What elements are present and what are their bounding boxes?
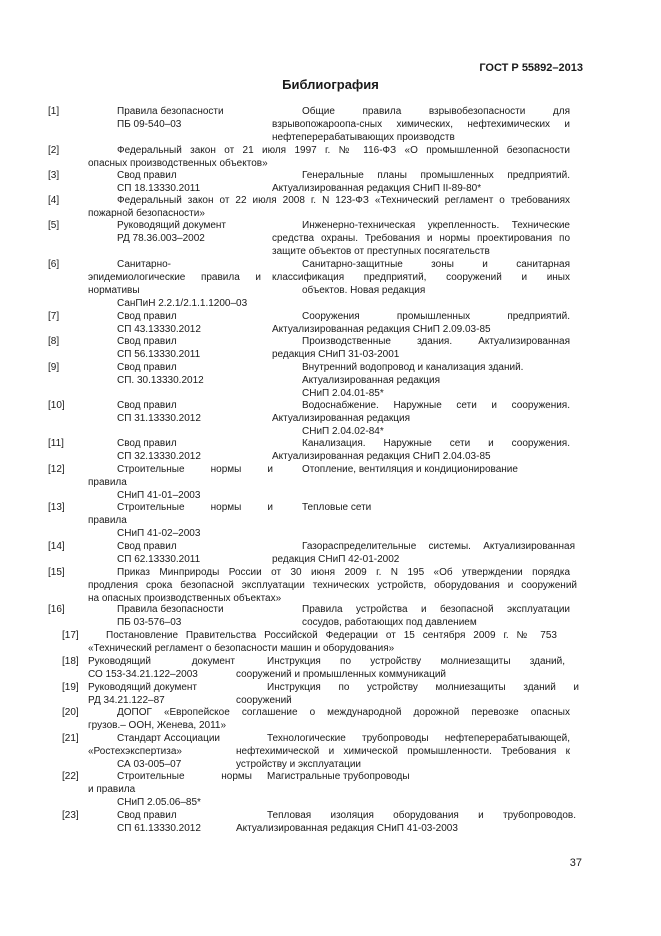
- entry-designation-line: Руководящий документ: [117, 220, 226, 231]
- entry-designation-line: Свод правил: [117, 336, 177, 347]
- entry-designation-line: Руководящий документ: [88, 682, 197, 693]
- entry-description-line: взрывопожароопа-сных химических, нефтехимических и: [272, 119, 570, 130]
- entry-designation-line: СП 62.13330.2011: [117, 554, 201, 565]
- entry-number: [18]: [62, 656, 79, 667]
- entry-number: [11]: [48, 438, 64, 449]
- entry-number: [21]: [62, 733, 79, 744]
- entry-text-line: Приказ Минприроды России от 30 июня 2009 г. N 195 «Об утверждении порядка: [117, 567, 570, 578]
- entry-number: [3]: [48, 170, 60, 181]
- entry-description-line: Актуализированная редакция: [302, 375, 440, 386]
- entry-designation-line: Свод правил: [117, 810, 177, 821]
- entry-number: [20]: [62, 707, 79, 718]
- entry-description-line: СНиП 2.04.01-85*: [302, 388, 384, 399]
- entry-designation-line: Строительные нормы и: [117, 464, 273, 475]
- entry-text-line: на опасных производственных объектах»: [88, 593, 282, 604]
- entry-number: [14]: [48, 541, 65, 552]
- entry-text-line: продления срока безопасной эксплуатации технических устройств, оборудования и сооружений: [88, 580, 577, 591]
- entry-designation-line: СП 18.13330.2011: [117, 183, 201, 194]
- entry-designation-line: Свод правил: [117, 541, 177, 552]
- entry-number: [5]: [48, 220, 60, 231]
- entry-number: [6]: [48, 259, 60, 270]
- entry-number: [13]: [48, 502, 65, 513]
- entry-designation-line: Строительные нормы: [117, 771, 252, 782]
- entry-description-line: средства охраны. Требования и нормы проектирования по: [272, 233, 570, 244]
- entry-description-line: Актуализированная редакция СНиП 2.04.03-85: [272, 451, 491, 462]
- entry-designation-line: СНиП 2.05.06–85*: [117, 797, 201, 808]
- entry-description-line: Правила устройства и безопасной эксплуатации: [302, 604, 570, 615]
- entry-designation-line: Правила безопасности: [117, 604, 224, 615]
- entry-number: [2]: [48, 145, 60, 156]
- entry-description-line: нефтехимической и химической промышленности. Требования к: [236, 746, 570, 757]
- entry-designation-line: СП 61.13330.2012: [117, 823, 201, 834]
- entry-text-line: опасных производственных объектов»: [88, 158, 268, 169]
- entry-text-line: ДОПОГ «Европейское соглашение о международной дорожной перевозке опасных: [117, 707, 570, 718]
- entry-designation-line: ПБ 03-576–03: [117, 617, 182, 628]
- entry-designation-line: Свод правил: [117, 170, 177, 181]
- entry-text-line: Федеральный закон от 21 июля 1997 г. № 116-ФЗ «О промышленной безопасности: [117, 145, 570, 156]
- entry-text-line: пожарной безопасности»: [88, 208, 205, 219]
- entry-description-line: сооружений: [236, 695, 292, 706]
- entry-text-line: «Технический регламент о безопасности машин и оборудования»: [88, 643, 395, 654]
- entry-designation-line: Свод правил: [117, 438, 177, 449]
- entry-number: [23]: [62, 810, 79, 821]
- entry-text-line: Федеральный закон от 22 июля 2008 г. N 123-ФЗ «Технический регламент о требованиях: [117, 195, 570, 206]
- entry-designation-line: СНиП 41-02–2003: [117, 528, 201, 539]
- entry-designation-line: Свод правил: [117, 400, 177, 411]
- entry-designation-line: Руководящий документ: [88, 656, 235, 667]
- entry-description-line: Инструкция по устройству молниезащиты зданий и: [267, 682, 579, 693]
- page-number: 37: [569, 857, 582, 869]
- entry-description-line: Актуализированная редакция: [272, 413, 410, 424]
- entry-designation-line: РД 34.21.122–87: [88, 695, 165, 706]
- entry-text-line: Постановление Правительства Российской Федерации от 15 сентября 2009 г. № 753: [106, 630, 557, 641]
- entry-description-line: Сооружения промышленных предприятий.: [302, 311, 570, 322]
- entry-description-line: сооружений и промышленных коммуникаций: [236, 669, 446, 680]
- page-title: Библиография: [282, 77, 379, 92]
- entry-description-line: Генеральные планы промышленных предприятий.: [302, 170, 570, 181]
- entry-designation-line: Правила безопасности: [117, 106, 224, 117]
- entry-description-line: Актуализированная редакция СНиП 2.09.03-85: [272, 324, 491, 335]
- entry-description-line: СНиП 2.04.02-84*: [302, 426, 384, 437]
- entry-description-line: Газораспределительные системы. Актуализированная: [302, 541, 575, 552]
- entry-description-line: Внутренний водопровод и канализация зданий.: [302, 362, 524, 373]
- entry-number: [9]: [48, 362, 60, 373]
- entry-text-line: грузов.– ООН, Женева, 2011»: [88, 720, 227, 731]
- document-code: ГОСТ Р 55892–2013: [479, 62, 583, 74]
- entry-designation-line: ПБ 09-540–03: [117, 119, 182, 130]
- entry-designation-line: СП. 30.13330.2012: [117, 375, 204, 386]
- entry-designation-line: СНиП 41-01–2003: [117, 490, 201, 501]
- entry-designation-line: Свод правил: [117, 311, 177, 322]
- entry-description-line: Общие правила взрывобезопасности для: [302, 106, 570, 117]
- entry-designation-line: СП 56.13330.2011: [117, 349, 201, 360]
- entry-description-line: Отопление, вентиляция и кондиционирование: [302, 464, 518, 475]
- entry-description-line: Тепловая изоляция оборудования и трубопроводов.: [267, 810, 576, 821]
- entry-description-line: Производственные здания. Актуализированная: [302, 336, 570, 347]
- entry-description-line: нефтеперерабатывающих производств: [272, 132, 455, 143]
- entry-designation-line: Стандарт Ассоциации: [117, 733, 220, 744]
- entry-description-line: Санитарно-защитные зоны и санитарная: [302, 259, 570, 270]
- entry-description-line: редакция СНиП 42-01-2002: [272, 554, 400, 565]
- entry-description-line: Инженерно-техническая укрепленность. Технические: [302, 220, 570, 231]
- entry-designation-line: эпидемиологические правила и: [88, 272, 261, 283]
- entry-designation-line: нормативы: [88, 285, 140, 296]
- entry-number: [22]: [62, 771, 79, 782]
- entry-description-line: Технологические трубопроводы нефтеперерабатывающей,: [267, 733, 570, 744]
- entry-number: [15]: [48, 567, 65, 578]
- entry-designation-line: «Ростехэкспертиза»: [88, 746, 182, 757]
- entry-description-line: Актуализированная редакция СНиП 41-03-2003: [236, 823, 458, 834]
- entry-description-line: Актуализированная редакция СНиП II-89-80*: [272, 183, 482, 194]
- entry-designation-line: СП 43.13330.2012: [117, 324, 201, 335]
- entry-number: [1]: [48, 106, 60, 117]
- entry-designation-line: СП 31.13330.2012: [117, 413, 201, 424]
- entry-number: [19]: [62, 682, 79, 693]
- entry-designation-line: правила: [88, 515, 127, 526]
- entry-description-line: редакция СНиП 31-03-2001: [272, 349, 400, 360]
- entry-designation-line: Санитарно-: [117, 259, 172, 270]
- entry-number: [16]: [48, 604, 65, 615]
- entry-number: [7]: [48, 311, 60, 322]
- entry-description-line: Магистральные трубопроводы: [267, 771, 410, 782]
- entry-designation-line: правила: [88, 477, 127, 488]
- entry-description-line: Водоснабжение. Наружные сети и сооружения.: [302, 400, 570, 411]
- entry-number: [12]: [48, 464, 65, 475]
- entry-designation-line: Свод правил: [117, 362, 177, 373]
- entry-description-line: Тепловые сети: [302, 502, 372, 513]
- entry-number: [10]: [48, 400, 65, 411]
- entry-designation-line: СП 32.13330.2012: [117, 451, 201, 462]
- entry-description-line: Канализация. Наружные сети и сооружения.: [302, 438, 570, 449]
- entry-designation-line: и правила: [88, 784, 136, 795]
- entry-number: [8]: [48, 336, 60, 347]
- entry-designation-line: СанПиН 2.2.1/2.1.1.1200–03: [117, 298, 248, 309]
- entry-designation-line: СА 03-005–07: [117, 759, 182, 770]
- entry-description-line: устройству и эксплуатации: [236, 759, 361, 770]
- entry-designation-line: Строительные нормы и: [117, 502, 273, 513]
- entry-number: [4]: [48, 195, 60, 206]
- entry-designation-line: СО 153-34.21.122–2003: [88, 669, 198, 680]
- entry-description-line: сосудов, работающих под давлением: [302, 617, 477, 628]
- entry-description-line: классификация предприятий, сооружений и иных: [272, 272, 570, 283]
- entry-number: [17]: [62, 630, 79, 641]
- entry-description-line: защите объектов от преступных посягательств: [272, 246, 490, 257]
- entry-designation-line: РД 78.36.003–2002: [117, 233, 205, 244]
- entry-description-line: объектов. Новая редакция: [302, 285, 426, 296]
- entry-description-line: Инструкция по устройству молниезащиты зданий,: [267, 656, 565, 667]
